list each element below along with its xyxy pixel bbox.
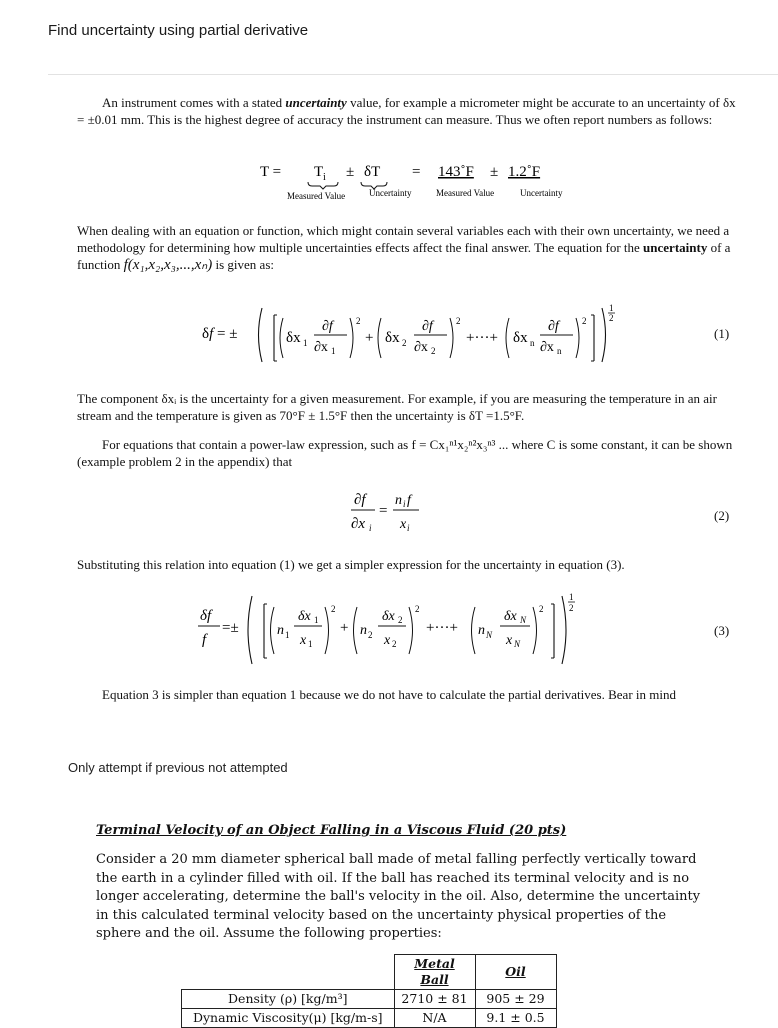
properties-table bbox=[181, 954, 557, 1028]
intro-paragraph bbox=[77, 94, 737, 128]
svg-text:∂f: ∂f bbox=[422, 319, 433, 334]
equation-3 bbox=[192, 590, 642, 670]
svg-text:n: n bbox=[277, 623, 284, 638]
svg-text:2: 2 bbox=[392, 639, 397, 649]
svg-text:1: 1 bbox=[303, 338, 308, 348]
svg-text:1: 1 bbox=[285, 630, 290, 640]
svg-text:1: 1 bbox=[314, 615, 319, 625]
header-metal-ball: Metal Ball bbox=[394, 955, 475, 990]
svg-text:n: n bbox=[395, 493, 402, 508]
row-label-density: Density (ρ) [kg/m³] bbox=[182, 990, 395, 1009]
svg-text:f: f bbox=[202, 632, 207, 648]
svg-text:δx: δx bbox=[298, 609, 311, 624]
component-paragraph: The component δxᵢ is the uncertainty for a given measurement. For example, if you are measuring the temperature in an air stream and the temperature is given as 70°F ± 1.5°F then the uncertainty is δT =1.5°F. bbox=[77, 391, 717, 423]
svg-text:1: 1 bbox=[331, 346, 336, 356]
svg-text:δx: δx bbox=[504, 609, 517, 624]
table-corner bbox=[182, 955, 395, 990]
equation-2 bbox=[347, 484, 437, 536]
svg-text:∂f: ∂f bbox=[322, 319, 333, 334]
t-pm: ± bbox=[346, 164, 355, 180]
svg-text:i: i bbox=[403, 499, 406, 509]
svg-text:i: i bbox=[369, 523, 372, 533]
closing-paragraph: Equation 3 is simpler than equation 1 because we do not have to calculate the partial derivatives. Bear in mind bbox=[102, 687, 676, 702]
svg-text:2: 2 bbox=[415, 604, 420, 614]
svg-text:1: 1 bbox=[308, 639, 313, 649]
svg-text:n: n bbox=[557, 346, 562, 356]
label-uncertainty-2: Uncertainty bbox=[520, 188, 563, 198]
svg-text:i: i bbox=[407, 523, 410, 533]
svg-text:∂x: ∂x bbox=[314, 340, 328, 355]
problem-body: Consider a 20 mm diameter spherical ball made of metal falling perfectly vertically toward the earth in a cylinder filled with oil. If the ball has reached its terminal velocity and is no longer accelerating, determine the ball's velocity in the oil. Also, determine the uncertainty in this calculated terminal velocity based on the uncertainty physical properties of the sphere and the oil. Assume the following properties: bbox=[96, 852, 701, 941]
t-eq: = bbox=[412, 164, 421, 180]
viscosity-ball: N/A bbox=[394, 1009, 475, 1028]
svg-text:δf = ±: δf = ± bbox=[202, 326, 238, 342]
header-oil: Oil bbox=[475, 955, 556, 990]
svg-text:2: 2 bbox=[356, 316, 361, 326]
t-lhs: T = bbox=[260, 164, 282, 180]
svg-text:2: 2 bbox=[402, 338, 407, 348]
equation-1-label: (1) bbox=[714, 326, 730, 341]
svg-text:+: + bbox=[340, 620, 349, 636]
divider bbox=[48, 74, 778, 75]
table-header-row bbox=[182, 955, 557, 990]
function-text-a: When dealing with an equation or function, which might contain several variables each with their own uncertainty, we need a methodology for determining how multiple uncertainties effects affect the final answer. The equation for the bbox=[77, 223, 730, 255]
function-strong: uncertainty bbox=[643, 240, 708, 255]
table-row bbox=[182, 1009, 557, 1028]
equation-2-label: (2) bbox=[714, 508, 730, 523]
textbook-excerpt bbox=[62, 78, 778, 708]
viscosity-oil: 9.1 ± 0.5 bbox=[475, 1009, 556, 1028]
svg-text:x: x bbox=[384, 633, 391, 648]
svg-text:δx: δx bbox=[385, 330, 400, 346]
attempt-note: Only attempt if previous not attempted bbox=[68, 760, 288, 775]
svg-text:+···+: +···+ bbox=[426, 620, 458, 636]
svg-text:1: 1 bbox=[609, 303, 614, 313]
t-pm2: ± bbox=[490, 164, 499, 180]
function-paragraph bbox=[77, 222, 747, 274]
svg-text:f: f bbox=[407, 493, 411, 508]
label-measured: Measured Value bbox=[287, 191, 346, 201]
svg-text:=±: =± bbox=[222, 620, 239, 636]
svg-text:∂x: ∂x bbox=[414, 340, 428, 355]
svg-text:∂x: ∂x bbox=[540, 340, 554, 355]
svg-text:δx: δx bbox=[513, 330, 528, 346]
svg-text:+: + bbox=[365, 330, 374, 346]
label-measured-2: Measured Value bbox=[436, 188, 495, 198]
svg-text:x: x bbox=[506, 633, 513, 648]
svg-text:+···+: +···+ bbox=[466, 330, 498, 346]
svg-text:∂f: ∂f bbox=[548, 319, 559, 334]
brace-1 bbox=[308, 182, 338, 189]
svg-text:2: 2 bbox=[582, 316, 587, 326]
svg-text:δx: δx bbox=[382, 609, 395, 624]
svg-text:x: x bbox=[400, 517, 407, 532]
svg-text:N: N bbox=[514, 639, 521, 649]
svg-text:N: N bbox=[486, 630, 493, 640]
svg-text:2: 2 bbox=[569, 603, 574, 613]
svg-text:2: 2 bbox=[539, 604, 544, 614]
t-measured: T bbox=[314, 164, 324, 180]
page-heading: Find uncertainty using partial derivative bbox=[48, 22, 309, 39]
t-measured-sub: i bbox=[323, 172, 326, 183]
t-delta: δT bbox=[364, 164, 381, 180]
svg-text:2: 2 bbox=[456, 316, 461, 326]
svg-text:=: = bbox=[379, 503, 388, 519]
intro-text-a: An instrument comes with a stated bbox=[102, 95, 286, 110]
function-text-c: is given as: bbox=[212, 257, 274, 272]
t-unc-value: 1.2˚F bbox=[508, 164, 541, 180]
intro-emphasis: uncertainty bbox=[285, 95, 347, 110]
row-label-viscosity: Dynamic Viscosity(μ) [kg/m-s] bbox=[182, 1009, 395, 1028]
function-text-b: of a function bbox=[77, 240, 731, 272]
svg-text:∂x: ∂x bbox=[351, 516, 366, 532]
svg-text:δf: δf bbox=[200, 608, 212, 624]
svg-text:2: 2 bbox=[398, 615, 403, 625]
substitute-paragraph: Substituting this relation into equation (1) we get a simpler expression for the uncertainty in equation (3). bbox=[77, 557, 625, 572]
problem-title: Terminal Velocity of an Object Falling in a Viscous Fluid (20 pts) bbox=[96, 823, 567, 838]
svg-text:∂f: ∂f bbox=[354, 492, 366, 508]
svg-text:1: 1 bbox=[569, 592, 574, 602]
intro-text-b: value, for example a micrometer might be accurate to an uncertainty of δx = ±0.01 mm. This is the highest degree of accuracy the instrument can measure. Thus we often report numbers as follows: bbox=[77, 95, 736, 127]
label-uncertainty: Uncertainty bbox=[369, 188, 412, 198]
svg-text:2: 2 bbox=[368, 630, 373, 640]
svg-text:N: N bbox=[520, 615, 527, 625]
density-oil: 905 ± 29 bbox=[475, 990, 556, 1009]
svg-text:2: 2 bbox=[609, 313, 614, 323]
density-ball: 2710 ± 81 bbox=[394, 990, 475, 1009]
function-expr: f(x₁,x₂,x₃,...,xₙ) bbox=[123, 257, 213, 273]
equation-3-label: (3) bbox=[714, 623, 730, 638]
t-value: 143˚F bbox=[438, 164, 474, 180]
equation-1 bbox=[182, 300, 642, 370]
svg-text:n: n bbox=[360, 623, 367, 638]
svg-text:n: n bbox=[530, 338, 535, 348]
svg-text:n: n bbox=[478, 623, 485, 638]
svg-text:2: 2 bbox=[331, 604, 336, 614]
power-law-paragraph: For equations that contain a power-law expression, such as f = Cx₁ⁿ¹x₂ⁿ²x₃ⁿ³ ... where C is some constant, it can be shown (example problem 2 in the appendix) that bbox=[77, 437, 733, 469]
table-row bbox=[182, 990, 557, 1009]
t-equation bbox=[252, 160, 612, 202]
svg-text:x: x bbox=[300, 633, 307, 648]
svg-text:2: 2 bbox=[431, 346, 436, 356]
svg-text:δx: δx bbox=[286, 330, 301, 346]
